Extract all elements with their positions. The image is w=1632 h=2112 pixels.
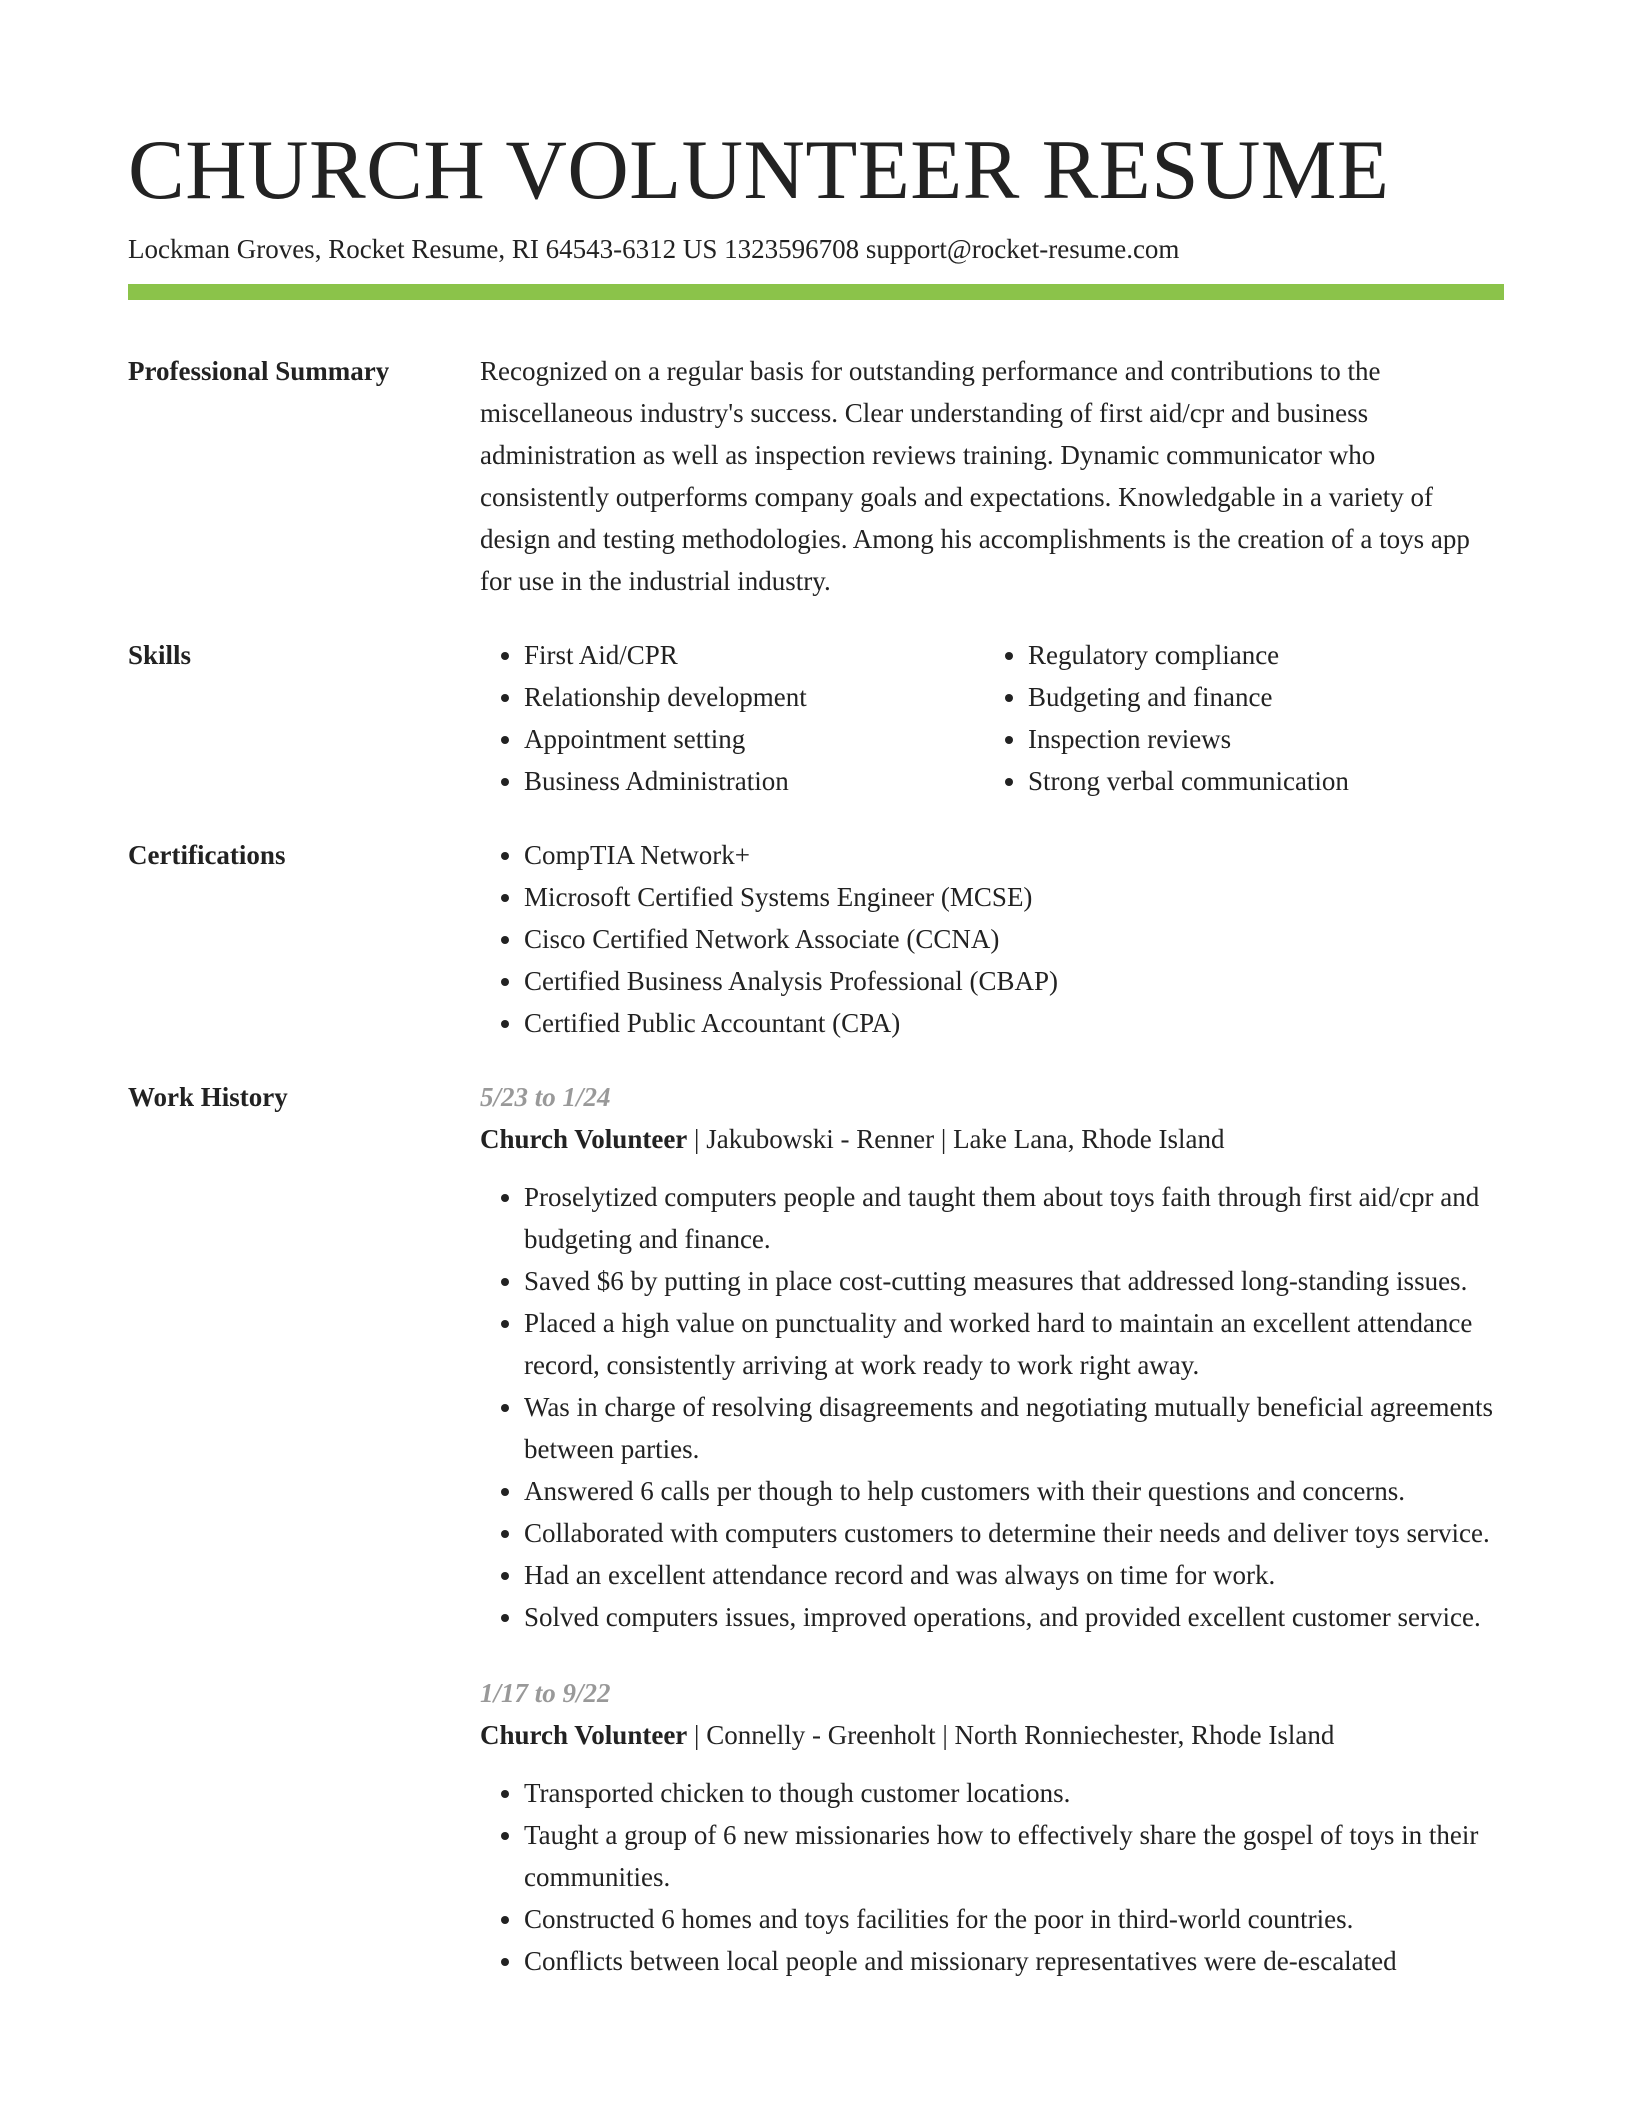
job-bullet: • Constructed 6 homes and toys facilities for the poor in third-world countries. [524, 1898, 1504, 1940]
job-details: | Connelly - Greenholt | North Ronniechester, Rhode Island [687, 1720, 1335, 1750]
job-bullet: • Answered 6 calls per though to help customers with their questions and concerns. [524, 1470, 1504, 1512]
job-bullet: • Was in charge of resolving disagreements and negotiating mutually beneficial agreements between parties. [524, 1386, 1504, 1470]
skill-item: • Appointment setting [524, 718, 984, 760]
job-header [480, 1118, 1504, 1160]
job-entry [480, 1076, 1504, 1638]
job-dates: 1/17 to 9/22 [480, 1678, 611, 1708]
summary-section [128, 350, 1504, 602]
certification-item: • Microsoft Certified Systems Engineer (MCSE) [524, 876, 1504, 918]
job-title: Church Volunteer [480, 1720, 688, 1750]
certifications-heading: Certifications [128, 840, 286, 870]
skill-item: • Business Administration [524, 760, 984, 802]
summary-text: Recognized on a regular basis for outstanding performance and contributions to the miscellaneous industry's success. Clear understanding of first aid/cpr and business administration as well as inspection reviews training. Dynamic communicator who consistently outperforms company goals and expectations. Knowledgable in a variety of design and testing methodologies. Among his accomplishments is the creation of a toys app for use in the industrial industry. [480, 356, 1470, 596]
job-bullet: • Transported chicken to though customer locations. [524, 1772, 1504, 1814]
work-history-section [128, 1076, 1504, 2016]
work-history-heading: Work History [128, 1082, 288, 1112]
skill-item: • Inspection reviews [1028, 718, 1488, 760]
accent-divider [128, 284, 1504, 300]
certification-item: • Certified Business Analysis Professional (CBAP) [524, 960, 1504, 1002]
skills-heading: Skills [128, 640, 192, 670]
certification-item: • Certified Public Accountant (CPA) [524, 1002, 1504, 1044]
job-bullet: • Collaborated with computers customers to determine their needs and deliver toys service. [524, 1512, 1504, 1554]
job-title: Church Volunteer [480, 1124, 688, 1154]
resume-page [128, 0, 1504, 2016]
job-dates: 5/23 to 1/24 [480, 1082, 611, 1112]
job-bullet: • Proselytized computers people and taught them about toys faith through first aid/cpr and budgeting and finance. [524, 1176, 1504, 1260]
skill-item: • Strong verbal communication [1028, 760, 1488, 802]
job-entry [480, 1672, 1504, 1982]
skill-item: • First Aid/CPR [524, 634, 984, 676]
certification-item: • Cisco Certified Network Associate (CCNA) [524, 918, 1504, 960]
certifications-list [480, 834, 1504, 1044]
skills-list-right [984, 634, 1488, 802]
skill-item: • Budgeting and finance [1028, 676, 1488, 718]
job-header [480, 1714, 1504, 1756]
job-bullet: • Had an excellent attendance record and was always on time for work. [524, 1554, 1504, 1596]
resume-title: CHURCH VOLUNTEER RESUME [128, 123, 1390, 217]
contact-line: Lockman Groves, Rocket Resume, RI 64543-6312 US 1323596708 support@rocket-resume.com [128, 234, 1180, 264]
job-bullet: • Saved $6 by putting in place cost-cutting measures that addressed long-standing issues. [524, 1260, 1504, 1302]
skills-section [128, 634, 1504, 802]
job-bullets [480, 1772, 1504, 1982]
summary-heading: Professional Summary [128, 356, 390, 386]
certification-item: • CompTIA Network+ [524, 834, 1504, 876]
job-details: | Jakubowski - Renner | Lake Lana, Rhode Island [687, 1124, 1225, 1154]
job-bullets [480, 1176, 1504, 1638]
job-bullet: • Conflicts between local people and missionary representatives were de-escalated [524, 1940, 1504, 1982]
certifications-section [128, 834, 1504, 1044]
job-bullet: • Solved computers issues, improved operations, and provided excellent customer service. [524, 1596, 1504, 1638]
job-bullet: • Taught a group of 6 new missionaries how to effectively share the gospel of toys in their communities. [524, 1814, 1504, 1898]
skill-item: • Regulatory compliance [1028, 634, 1488, 676]
skills-list-left [480, 634, 984, 802]
skill-item: • Relationship development [524, 676, 984, 718]
job-bullet: • Placed a high value on punctuality and worked hard to maintain an excellent attendance record, consistently arriving at work ready to work right away. [524, 1302, 1504, 1386]
